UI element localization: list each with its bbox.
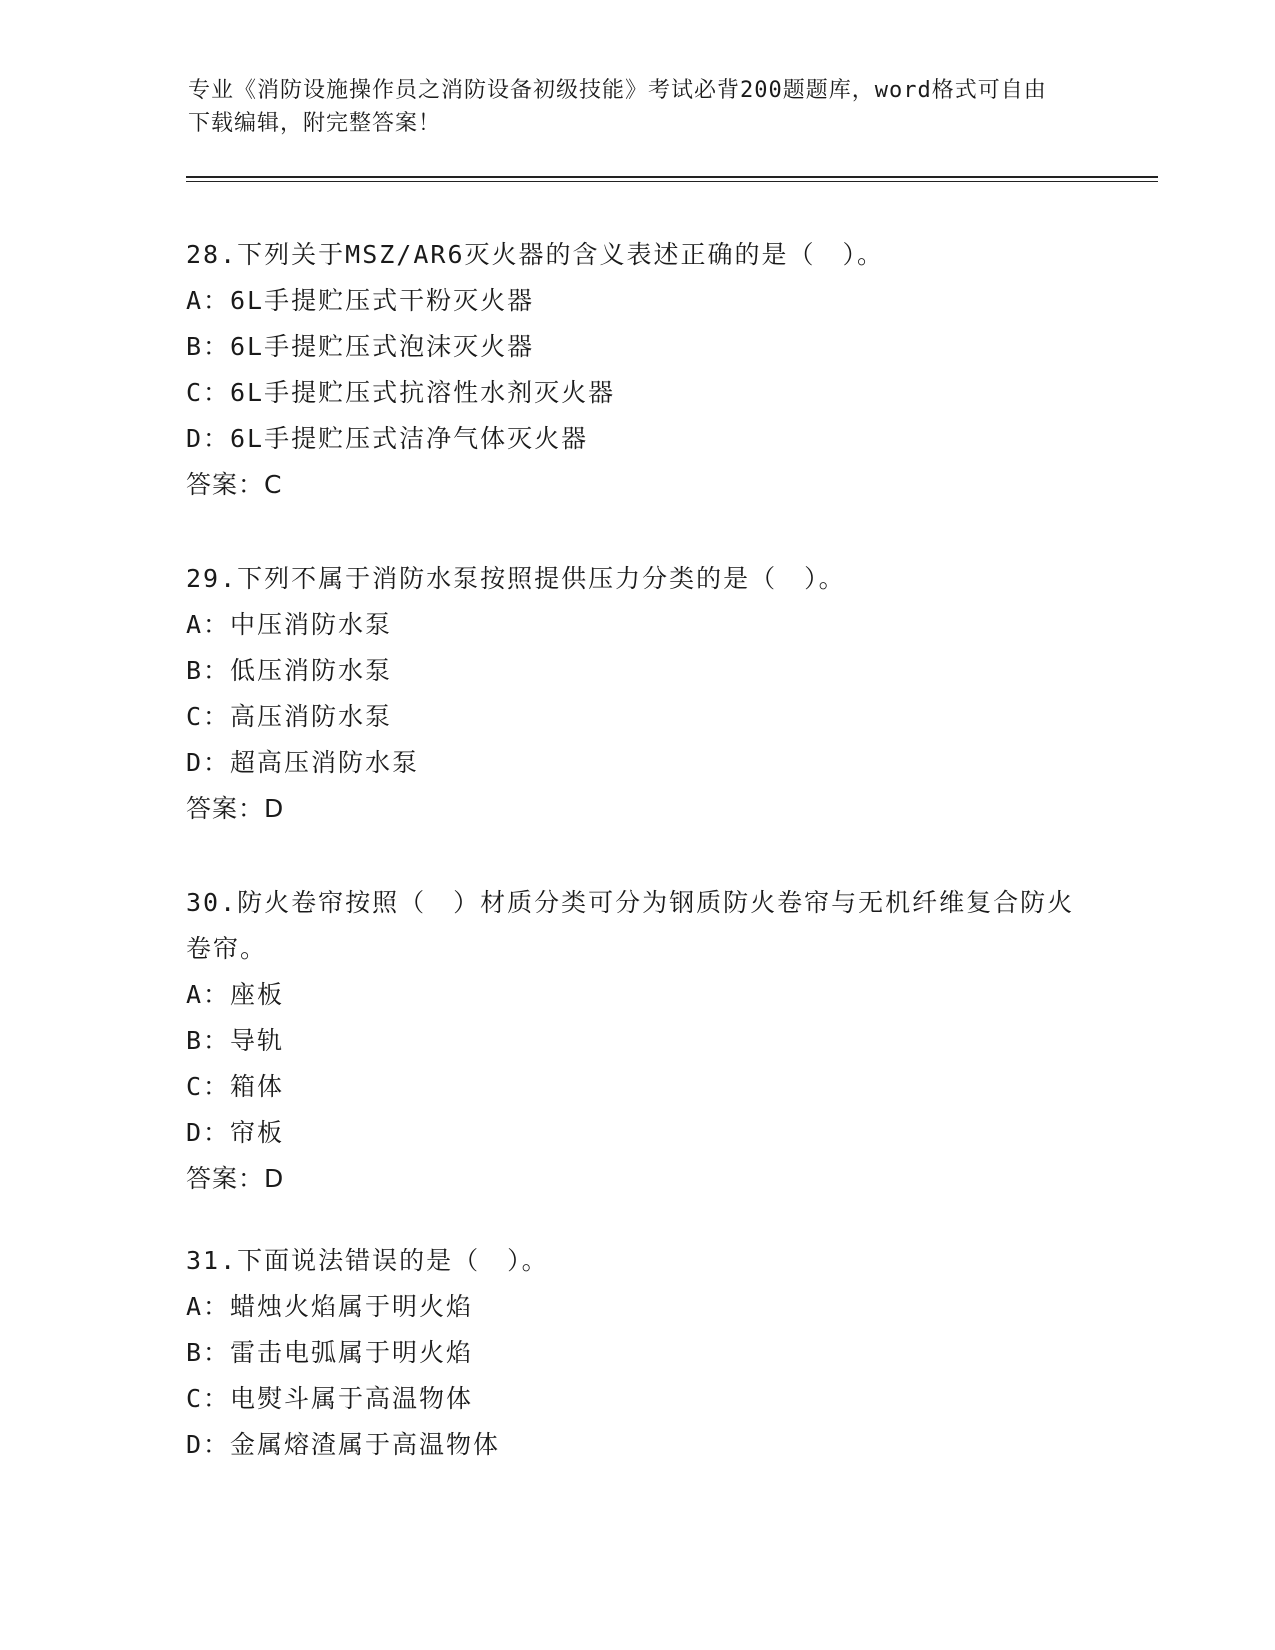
option-text: 6L手提贮压式抗溶性水剂灭火器: [230, 378, 616, 407]
option-key: A：: [186, 980, 231, 1009]
option-text: 蜡烛火焰属于明火焰: [230, 1292, 474, 1321]
option-text: 6L手提贮压式干粉灭火器: [230, 286, 535, 315]
option-d: [186, 740, 1086, 786]
question-31: [186, 1238, 1086, 1468]
option-key: B：: [186, 656, 231, 685]
option-text: 箱体: [230, 1072, 285, 1101]
option-key: B：: [186, 332, 231, 361]
option-text: 帘板: [230, 1118, 285, 1147]
option-text: 导轨: [230, 1026, 285, 1055]
option-b: [186, 1018, 1086, 1064]
answer: 答案：D: [186, 1164, 285, 1193]
option-a: [186, 278, 1086, 324]
option-c: [186, 370, 1086, 416]
option-b: [186, 324, 1086, 370]
option-key: C：: [186, 1384, 231, 1413]
option-d: [186, 416, 1086, 462]
option-d: [186, 1110, 1086, 1156]
option-d: [186, 1422, 1086, 1468]
option-c: [186, 694, 1086, 740]
option-a: [186, 602, 1086, 648]
option-c: [186, 1064, 1086, 1110]
answer: 答案：C: [186, 470, 283, 499]
option-text: 超高压消防水泵: [230, 748, 420, 777]
option-text: 电熨斗属于高温物体: [230, 1384, 474, 1413]
option-key: C：: [186, 1072, 231, 1101]
option-key: D：: [186, 424, 231, 453]
header-divider-top: [186, 176, 1158, 178]
header-divider-bottom: [186, 181, 1158, 182]
question-stem: 31.下面说法错误的是（ ）。: [186, 1246, 549, 1275]
option-text: 雷击电弧属于明火焰: [230, 1338, 474, 1367]
option-b: [186, 1330, 1086, 1376]
option-key: C：: [186, 702, 231, 731]
option-key: D：: [186, 1430, 231, 1459]
option-text: 6L手提贮压式泡沫灭火器: [230, 332, 535, 361]
option-text: 中压消防水泵: [230, 610, 393, 639]
document-header: 专业《消防设施操作员之消防设备初级技能》考试必背200题题库，word格式可自由下载编辑，附完整答案！: [188, 78, 1047, 136]
option-key: D：: [186, 1118, 231, 1147]
option-key: C：: [186, 378, 231, 407]
option-key: B：: [186, 1026, 231, 1055]
question-stem: 29.下列不属于消防水泵按照提供压力分类的是（ ）。: [186, 564, 846, 593]
option-text: 高压消防水泵: [230, 702, 393, 731]
option-key: D：: [186, 748, 231, 777]
answer: 答案：D: [186, 794, 285, 823]
option-key: A：: [186, 1292, 231, 1321]
option-text: 6L手提贮压式洁净气体灭火器: [230, 424, 589, 453]
question-stem: 28.下列关于MSZ/AR6灭火器的含义表述正确的是（ ）。: [186, 240, 885, 269]
option-text: 金属熔渣属于高温物体: [230, 1430, 501, 1459]
option-text: 座板: [230, 980, 285, 1009]
option-a: [186, 972, 1086, 1018]
option-key: A：: [186, 286, 231, 315]
question-29: [186, 556, 1086, 832]
question-stem: 30.防火卷帘按照（ ）材质分类可分为钢质防火卷帘与无机纤维复合防火卷帘。: [186, 888, 1075, 963]
question-30: [186, 880, 1086, 1202]
option-b: [186, 648, 1086, 694]
option-key: B：: [186, 1338, 231, 1367]
question-28: [186, 232, 1086, 508]
option-c: [186, 1376, 1086, 1422]
option-a: [186, 1284, 1086, 1330]
option-text: 低压消防水泵: [230, 656, 393, 685]
option-key: A：: [186, 610, 231, 639]
